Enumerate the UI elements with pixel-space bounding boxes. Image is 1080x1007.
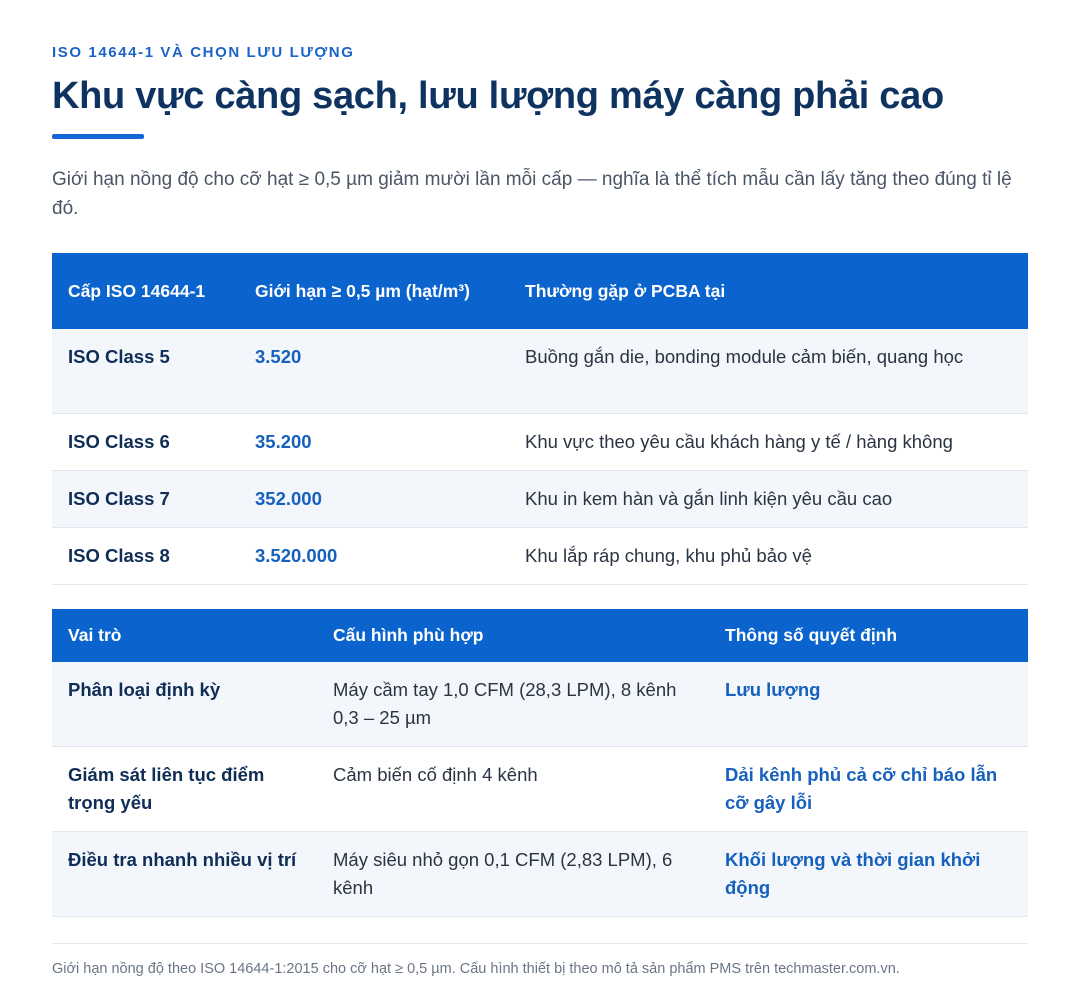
footnote-divider xyxy=(52,943,1028,944)
config-cell: Cảm biến cố định 4 kênh xyxy=(317,746,709,831)
usage-cell: Buồng gắn die, bonding module cảm biến, quang học xyxy=(509,329,1028,413)
table-header-row xyxy=(52,253,1028,329)
page-title: Khu vực càng sạch, lưu lượng máy càng phải cao xyxy=(52,75,944,117)
limit-cell: 352.000 xyxy=(239,470,509,527)
column-header: Vai trò xyxy=(52,609,317,662)
role-cell: Giám sát liên tục điểm trọng yếu xyxy=(52,746,317,831)
iso-class-cell: ISO Class 7 xyxy=(52,470,239,527)
table-row xyxy=(52,470,1028,527)
table-row xyxy=(52,746,1028,831)
iso-class-table xyxy=(52,253,1028,585)
content xyxy=(52,0,1028,979)
eyebrow: ISO 14644-1 VÀ CHỌN LƯU LƯỢNG xyxy=(52,44,355,61)
table-header-row xyxy=(52,609,1028,662)
title-underline xyxy=(52,134,144,139)
usage-cell: Khu in kem hàn và gắn linh kiện yêu cầu cao xyxy=(509,470,1028,527)
key-parameter-cell: Lưu lượng xyxy=(709,662,1028,747)
key-parameter-cell: Khối lượng và thời gian khởi động xyxy=(709,831,1028,916)
role-cell: Điều tra nhanh nhiều vị trí xyxy=(52,831,317,916)
table-row xyxy=(52,831,1028,916)
key-parameter-cell: Dải kênh phủ cả cỡ chỉ báo lẫn cỡ gây lỗi xyxy=(709,746,1028,831)
limit-cell: 3.520.000 xyxy=(239,527,509,584)
column-header: Cấu hình phù hợp xyxy=(317,609,709,662)
footnote: Giới hạn nồng độ theo ISO 14644-1:2015 cho cỡ hạt ≥ 0,5 µm. Cấu hình thiết bị theo mô tả sản phẩm PMS trên techmaster.com.vn. xyxy=(52,960,900,977)
iso-class-cell: ISO Class 8 xyxy=(52,527,239,584)
column-header: Giới hạn ≥ 0,5 µm (hạt/m³) xyxy=(239,253,509,329)
table-row xyxy=(52,413,1028,470)
table-row xyxy=(52,527,1028,584)
usage-cell: Khu lắp ráp chung, khu phủ bảo vệ xyxy=(509,527,1028,584)
column-header: Thông số quyết định xyxy=(709,609,1028,662)
limit-cell: 35.200 xyxy=(239,413,509,470)
role-cell: Phân loại định kỳ xyxy=(52,662,317,747)
table-row xyxy=(52,329,1028,413)
column-header: Cấp ISO 14644-1 xyxy=(52,253,239,329)
table-row xyxy=(52,662,1028,747)
iso-class-cell: ISO Class 6 xyxy=(52,413,239,470)
column-header: Thường gặp ở PCBA tại xyxy=(509,253,1028,329)
usage-cell: Khu vực theo yêu cầu khách hàng y tế / hàng không xyxy=(509,413,1028,470)
iso-class-cell: ISO Class 5 xyxy=(52,329,239,413)
role-config-table xyxy=(52,609,1028,917)
lead-paragraph: Giới hạn nồng độ cho cỡ hạt ≥ 0,5 µm giảm mười lần mỗi cấp — nghĩa là thể tích mẫu cần lấy tăng theo đúng tỉ lệ đó. xyxy=(52,169,1012,219)
limit-cell: 3.520 xyxy=(239,329,509,413)
config-cell: Máy cầm tay 1,0 CFM (28,3 LPM), 8 kênh 0,3 – 25 µm xyxy=(317,662,709,747)
config-cell: Máy siêu nhỏ gọn 0,1 CFM (2,83 LPM), 6 kênh xyxy=(317,831,709,916)
